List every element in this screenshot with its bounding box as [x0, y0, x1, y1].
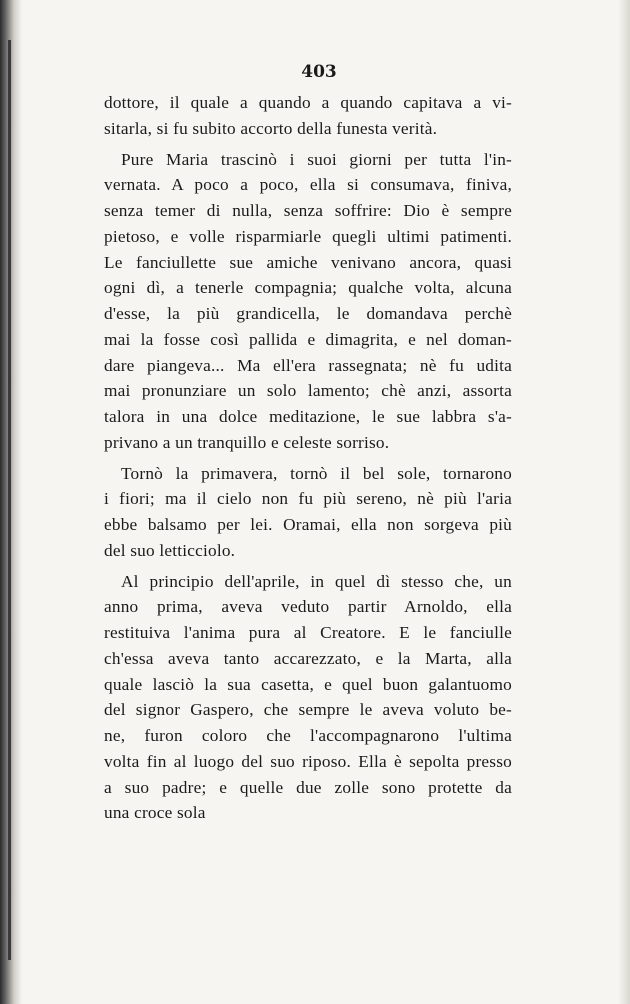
text-line: ebbe balsamo per lei. Oramai, ella non sorgeva più [104, 515, 512, 534]
text-line: Le fanciullette sue amiche venivano ancora, quasi [104, 252, 512, 272]
text-line: dare piangeva... Ma ell'era rassegnata; nè fu udita [104, 355, 512, 375]
text-line: mai pronunziare un solo lamento; chè anzi, assorta [104, 381, 512, 401]
binding-line [8, 40, 11, 960]
text-line: Pure Maria trascinò i suoi giorni per tutta l'in- [121, 149, 512, 169]
binding-shadow [0, 0, 22, 1004]
text-line: del signor Gaspero, che sempre le aveva voluto be- [104, 700, 512, 720]
text-line: mai la fosse così pallida e dimagrita, e nel doman- [104, 329, 512, 349]
page-number: 403 [301, 62, 337, 82]
text-line: quale lasciò la sua casetta, e quel buon galantuomo [104, 674, 512, 694]
text-line: anno prima, aveva veduto partir Arnoldo, ella [104, 597, 512, 617]
text-line: restituiva l'anima pura al Creatore. E le fanciulle [104, 623, 512, 642]
text-line: dottore, il quale a quando a quando capitava a vi- [104, 93, 512, 112]
text-line: i fiori; ma il cielo non fu più sereno, nè più l'aria [104, 489, 512, 509]
page-edge [618, 0, 630, 1004]
text-line: d'esse, la più grandicella, le domandava perchè [104, 304, 512, 323]
text-line: ogni dì, a tenerle compagnia; qualche volta, alcuna [104, 278, 512, 298]
text-line: del suo letticciolo. [104, 540, 236, 560]
text-line: pietoso, e volle risparmiarle quegli ultimi patimenti. [104, 226, 512, 246]
text-line: Tornò la primavera, tornò il bel sole, tornarono [121, 463, 512, 483]
text-line: senza temer di nulla, senza soffrire: Dio è sempre [104, 201, 512, 220]
text-line: talora in una dolce meditazione, le sue labbra s'a- [104, 407, 512, 426]
text-line: sitarla, si fu subito accorto della funesta verità. [104, 118, 438, 138]
body-text [104, 90, 512, 826]
text-line: una croce sola [104, 803, 206, 823]
text-line: vernata. A poco a poco, ella si consumava, finiva, [104, 175, 512, 195]
text-line: ne, furon coloro che l'accompagnarono l'ultima [104, 726, 512, 745]
text-line: volta fin al luogo del suo riposo. Ella è sepolta presso [104, 751, 512, 771]
text-line: a suo padre; e quelle due zolle sono protette da [104, 777, 512, 797]
text-line: privano a un tranquillo e celeste sorriso. [104, 432, 390, 452]
text-line: Al principio dell'aprile, in quel dì stesso che, un [121, 571, 512, 591]
text-line: ch'essa aveva tanto accarezzato, e la Marta, alla [104, 648, 512, 668]
